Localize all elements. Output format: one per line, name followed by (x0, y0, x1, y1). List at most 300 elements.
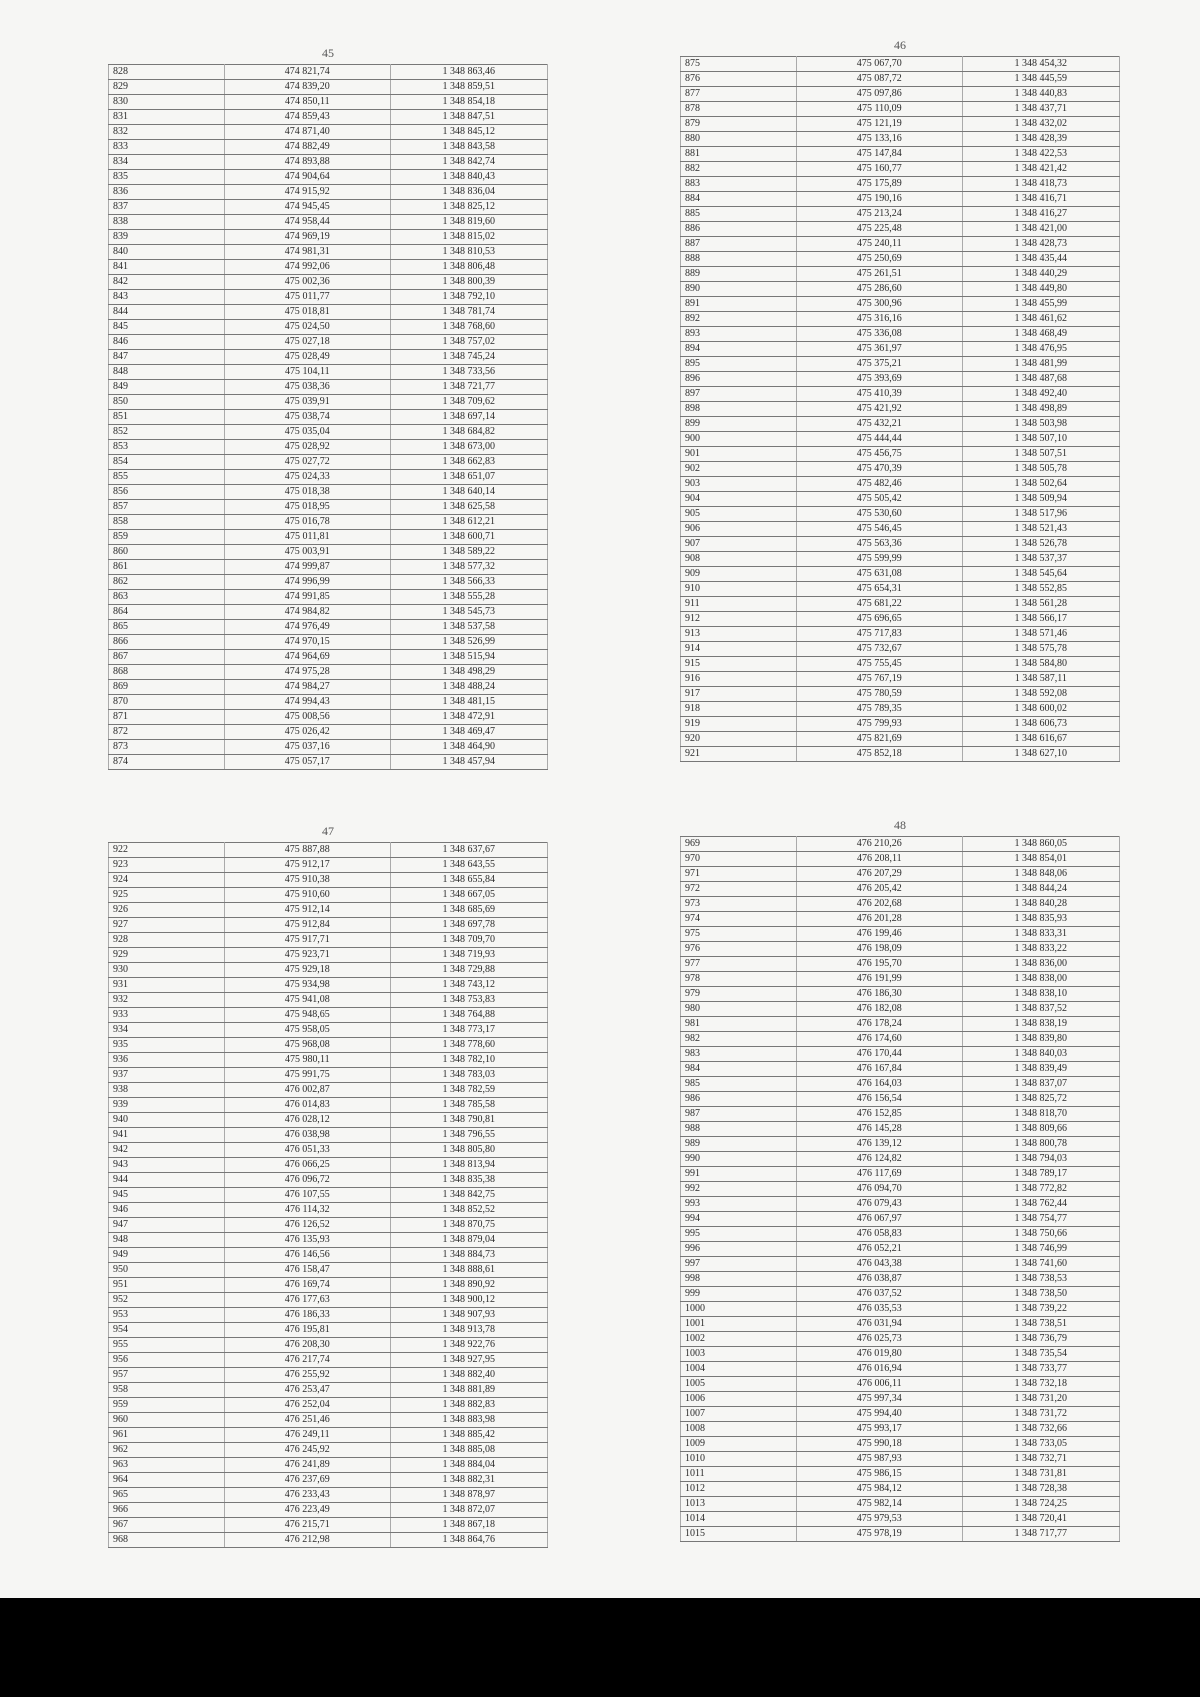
point-number: 997 (681, 1257, 797, 1272)
table-row (681, 297, 1120, 312)
x-coordinate: 476 037,52 (796, 1287, 962, 1302)
point-number: 842 (109, 275, 225, 290)
y-coordinate: 1 348 673,00 (390, 440, 547, 455)
x-coordinate: 475 910,60 (224, 888, 390, 903)
table-row (681, 1152, 1120, 1167)
y-coordinate: 1 348 750,66 (962, 1227, 1119, 1242)
y-coordinate: 1 348 515,94 (390, 650, 547, 665)
point-number: 933 (109, 1008, 225, 1023)
y-coordinate: 1 348 809,66 (962, 1122, 1119, 1137)
y-coordinate: 1 348 509,94 (962, 492, 1119, 507)
x-coordinate: 475 978,19 (796, 1527, 962, 1542)
point-number: 879 (681, 117, 797, 132)
table-row (109, 230, 548, 245)
y-coordinate: 1 348 552,85 (962, 582, 1119, 597)
y-coordinate: 1 348 847,51 (390, 110, 547, 125)
x-coordinate: 474 999,87 (224, 560, 390, 575)
table-row (109, 635, 548, 650)
y-coordinate: 1 348 852,52 (390, 1203, 547, 1218)
x-coordinate: 476 252,04 (224, 1398, 390, 1413)
point-number: 877 (681, 87, 797, 102)
table-row (681, 237, 1120, 252)
y-coordinate: 1 348 566,17 (962, 612, 1119, 627)
y-coordinate: 1 348 825,72 (962, 1092, 1119, 1107)
y-coordinate: 1 348 502,64 (962, 477, 1119, 492)
point-number: 880 (681, 132, 797, 147)
point-number: 1014 (681, 1512, 797, 1527)
y-coordinate: 1 348 421,42 (962, 162, 1119, 177)
coordinates-table (680, 836, 1120, 1542)
point-number: 900 (681, 432, 797, 447)
point-number: 1012 (681, 1482, 797, 1497)
point-number: 944 (109, 1173, 225, 1188)
y-coordinate: 1 348 888,61 (390, 1263, 547, 1278)
point-number: 899 (681, 417, 797, 432)
x-coordinate: 474 970,15 (224, 635, 390, 650)
table-row (681, 252, 1120, 267)
y-coordinate: 1 348 507,51 (962, 447, 1119, 462)
table-row (109, 1413, 548, 1428)
x-coordinate: 474 859,43 (224, 110, 390, 125)
y-coordinate: 1 348 813,94 (390, 1158, 547, 1173)
y-coordinate: 1 348 839,80 (962, 1032, 1119, 1047)
x-coordinate: 475 026,42 (224, 725, 390, 740)
y-coordinate: 1 348 455,99 (962, 297, 1119, 312)
point-number: 843 (109, 290, 225, 305)
x-coordinate: 476 096,72 (224, 1173, 390, 1188)
x-coordinate: 475 097,86 (796, 87, 962, 102)
x-coordinate: 476 215,71 (224, 1518, 390, 1533)
y-coordinate: 1 348 890,92 (390, 1278, 547, 1293)
point-number: 857 (109, 500, 225, 515)
point-number: 1011 (681, 1467, 797, 1482)
x-coordinate: 476 066,25 (224, 1158, 390, 1173)
y-coordinate: 1 348 773,17 (390, 1023, 547, 1038)
y-coordinate: 1 348 746,99 (962, 1242, 1119, 1257)
y-coordinate: 1 348 498,89 (962, 402, 1119, 417)
table-row (109, 1143, 548, 1158)
x-coordinate: 476 043,38 (796, 1257, 962, 1272)
point-number: 984 (681, 1062, 797, 1077)
x-coordinate: 476 208,11 (796, 852, 962, 867)
point-number: 870 (109, 695, 225, 710)
y-coordinate: 1 348 836,00 (962, 957, 1119, 972)
point-number: 910 (681, 582, 797, 597)
point-number: 887 (681, 237, 797, 252)
point-number: 907 (681, 537, 797, 552)
y-coordinate: 1 348 754,77 (962, 1212, 1119, 1227)
table-row (109, 1068, 548, 1083)
y-coordinate: 1 348 709,62 (390, 395, 547, 410)
x-coordinate: 475 035,04 (224, 425, 390, 440)
x-coordinate: 476 028,12 (224, 1113, 390, 1128)
table-row (109, 993, 548, 1008)
x-coordinate: 475 028,92 (224, 440, 390, 455)
y-coordinate: 1 348 600,71 (390, 530, 547, 545)
table-row (109, 740, 548, 755)
table-row (681, 192, 1120, 207)
y-coordinate: 1 348 498,29 (390, 665, 547, 680)
table-row (109, 1173, 548, 1188)
x-coordinate: 476 245,92 (224, 1443, 390, 1458)
y-coordinate: 1 348 561,28 (962, 597, 1119, 612)
table-row (109, 380, 548, 395)
coordinates-table (108, 64, 548, 770)
x-coordinate: 475 008,56 (224, 710, 390, 725)
x-coordinate: 475 923,71 (224, 948, 390, 963)
table-row (681, 552, 1120, 567)
table-row (109, 1083, 548, 1098)
x-coordinate: 475 316,16 (796, 312, 962, 327)
point-number: 890 (681, 282, 797, 297)
y-coordinate: 1 348 432,02 (962, 117, 1119, 132)
y-coordinate: 1 348 838,10 (962, 987, 1119, 1002)
x-coordinate: 474 821,74 (224, 65, 390, 80)
x-coordinate: 475 789,35 (796, 702, 962, 717)
point-number: 975 (681, 927, 797, 942)
y-coordinate: 1 348 818,70 (962, 1107, 1119, 1122)
point-number: 928 (109, 933, 225, 948)
x-coordinate: 475 755,45 (796, 657, 962, 672)
table-row (681, 1227, 1120, 1242)
point-number: 969 (681, 837, 797, 852)
table-row (109, 1503, 548, 1518)
point-number: 940 (109, 1113, 225, 1128)
point-number: 854 (109, 455, 225, 470)
table-row (681, 1332, 1120, 1347)
point-number: 931 (109, 978, 225, 993)
point-number: 937 (109, 1068, 225, 1083)
table-row (681, 132, 1120, 147)
point-number: 862 (109, 575, 225, 590)
table-row (681, 87, 1120, 102)
y-coordinate: 1 348 416,71 (962, 192, 1119, 207)
x-coordinate: 475 250,69 (796, 252, 962, 267)
x-coordinate: 475 175,89 (796, 177, 962, 192)
x-coordinate: 475 087,72 (796, 72, 962, 87)
y-coordinate: 1 348 838,19 (962, 1017, 1119, 1032)
table-row (681, 597, 1120, 612)
x-coordinate: 475 929,18 (224, 963, 390, 978)
x-coordinate: 476 016,94 (796, 1362, 962, 1377)
point-number: 909 (681, 567, 797, 582)
y-coordinate: 1 348 842,75 (390, 1188, 547, 1203)
y-coordinate: 1 348 731,20 (962, 1392, 1119, 1407)
x-coordinate: 476 126,52 (224, 1218, 390, 1233)
x-coordinate: 475 980,11 (224, 1053, 390, 1068)
point-number: 906 (681, 522, 797, 537)
y-coordinate: 1 348 732,18 (962, 1377, 1119, 1392)
point-number: 858 (109, 515, 225, 530)
y-coordinate: 1 348 810,53 (390, 245, 547, 260)
table-row (681, 492, 1120, 507)
x-coordinate: 476 038,87 (796, 1272, 962, 1287)
y-coordinate: 1 348 922,76 (390, 1338, 547, 1353)
table-row (681, 927, 1120, 942)
x-coordinate: 476 186,30 (796, 987, 962, 1002)
x-coordinate: 475 286,60 (796, 282, 962, 297)
table-row (681, 642, 1120, 657)
table-row (681, 732, 1120, 747)
table-row (109, 500, 548, 515)
y-coordinate: 1 348 860,05 (962, 837, 1119, 852)
table-row (109, 1458, 548, 1473)
x-coordinate: 476 249,11 (224, 1428, 390, 1443)
y-coordinate: 1 348 805,80 (390, 1143, 547, 1158)
table-row (681, 1077, 1120, 1092)
table-row (109, 590, 548, 605)
x-coordinate: 474 964,69 (224, 650, 390, 665)
table-row (681, 1257, 1120, 1272)
point-number: 840 (109, 245, 225, 260)
x-coordinate: 476 237,69 (224, 1473, 390, 1488)
point-number: 848 (109, 365, 225, 380)
table-row (109, 155, 548, 170)
y-coordinate: 1 348 643,55 (390, 858, 547, 873)
table-row (681, 1032, 1120, 1047)
x-coordinate: 474 994,43 (224, 695, 390, 710)
x-coordinate: 474 975,28 (224, 665, 390, 680)
table-row (109, 1023, 548, 1038)
point-number: 998 (681, 1272, 797, 1287)
x-coordinate: 476 156,54 (796, 1092, 962, 1107)
table-row (681, 267, 1120, 282)
point-number: 836 (109, 185, 225, 200)
point-number: 873 (109, 740, 225, 755)
x-coordinate: 475 482,46 (796, 477, 962, 492)
point-number: 860 (109, 545, 225, 560)
y-coordinate: 1 348 719,93 (390, 948, 547, 963)
point-number: 914 (681, 642, 797, 657)
point-number: 841 (109, 260, 225, 275)
point-number: 871 (109, 710, 225, 725)
x-coordinate: 476 233,43 (224, 1488, 390, 1503)
point-number: 894 (681, 342, 797, 357)
table-row (109, 1248, 548, 1263)
x-coordinate: 475 016,78 (224, 515, 390, 530)
point-number: 834 (109, 155, 225, 170)
table-row (681, 1212, 1120, 1227)
x-coordinate: 475 039,91 (224, 395, 390, 410)
point-number: 922 (109, 843, 225, 858)
point-number: 885 (681, 207, 797, 222)
point-number: 955 (109, 1338, 225, 1353)
point-number: 921 (681, 747, 797, 762)
table-row (109, 185, 548, 200)
x-coordinate: 474 893,88 (224, 155, 390, 170)
y-coordinate: 1 348 840,43 (390, 170, 547, 185)
point-number: 1000 (681, 1302, 797, 1317)
point-number: 850 (109, 395, 225, 410)
y-coordinate: 1 348 848,06 (962, 867, 1119, 882)
y-coordinate: 1 348 845,12 (390, 125, 547, 140)
y-coordinate: 1 348 537,58 (390, 620, 547, 635)
table-row (681, 912, 1120, 927)
point-number: 1003 (681, 1347, 797, 1362)
x-coordinate: 475 300,96 (796, 297, 962, 312)
table-row (681, 1407, 1120, 1422)
point-number: 901 (681, 447, 797, 462)
y-coordinate: 1 348 545,73 (390, 605, 547, 620)
table-row (681, 342, 1120, 357)
point-number: 912 (681, 612, 797, 627)
table-row (681, 207, 1120, 222)
x-coordinate: 476 178,24 (796, 1017, 962, 1032)
point-number: 889 (681, 267, 797, 282)
table-row (109, 650, 548, 665)
x-coordinate: 475 912,84 (224, 918, 390, 933)
y-coordinate: 1 348 781,74 (390, 305, 547, 320)
table-row (109, 1038, 548, 1053)
point-number: 913 (681, 627, 797, 642)
x-coordinate: 474 839,20 (224, 80, 390, 95)
table-row (109, 1278, 548, 1293)
x-coordinate: 475 038,36 (224, 380, 390, 395)
x-coordinate: 475 067,70 (796, 57, 962, 72)
y-coordinate: 1 348 783,03 (390, 1068, 547, 1083)
x-coordinate: 475 038,74 (224, 410, 390, 425)
point-number: 988 (681, 1122, 797, 1137)
point-number: 1013 (681, 1497, 797, 1512)
point-number: 951 (109, 1278, 225, 1293)
point-number: 884 (681, 192, 797, 207)
table-row (681, 1167, 1120, 1182)
x-coordinate: 476 006,11 (796, 1377, 962, 1392)
x-coordinate: 476 019,80 (796, 1347, 962, 1362)
point-number: 868 (109, 665, 225, 680)
y-coordinate: 1 348 854,18 (390, 95, 547, 110)
x-coordinate: 475 018,95 (224, 500, 390, 515)
table-row (681, 1062, 1120, 1077)
point-number: 895 (681, 357, 797, 372)
y-coordinate: 1 348 733,05 (962, 1437, 1119, 1452)
x-coordinate: 474 976,49 (224, 620, 390, 635)
y-coordinate: 1 348 440,29 (962, 267, 1119, 282)
point-number: 958 (109, 1383, 225, 1398)
point-number: 904 (681, 492, 797, 507)
table-row (681, 582, 1120, 597)
table-row (681, 957, 1120, 972)
x-coordinate: 475 261,51 (796, 267, 962, 282)
table-row (109, 1293, 548, 1308)
table-row (109, 1008, 548, 1023)
table-row (109, 200, 548, 215)
table-row (681, 1047, 1120, 1062)
table-row (109, 80, 548, 95)
point-number: 948 (109, 1233, 225, 1248)
y-coordinate: 1 348 577,32 (390, 560, 547, 575)
x-coordinate: 476 177,63 (224, 1293, 390, 1308)
y-coordinate: 1 348 854,01 (962, 852, 1119, 867)
x-coordinate: 476 067,97 (796, 1212, 962, 1227)
x-coordinate: 476 255,92 (224, 1368, 390, 1383)
point-number: 1001 (681, 1317, 797, 1332)
point-number: 844 (109, 305, 225, 320)
x-coordinate: 476 182,08 (796, 1002, 962, 1017)
x-coordinate: 476 169,74 (224, 1278, 390, 1293)
y-coordinate: 1 348 884,73 (390, 1248, 547, 1263)
x-coordinate: 475 681,22 (796, 597, 962, 612)
table-row (681, 1002, 1120, 1017)
y-coordinate: 1 348 738,50 (962, 1287, 1119, 1302)
coordinates-table (680, 56, 1120, 762)
table-row (681, 942, 1120, 957)
table-row (109, 903, 548, 918)
table-row (681, 1302, 1120, 1317)
table-row (681, 417, 1120, 432)
y-coordinate: 1 348 449,80 (962, 282, 1119, 297)
table-row (681, 972, 1120, 987)
x-coordinate: 476 135,93 (224, 1233, 390, 1248)
point-number: 981 (681, 1017, 797, 1032)
x-coordinate: 476 031,94 (796, 1317, 962, 1332)
y-coordinate: 1 348 575,78 (962, 642, 1119, 657)
table-row (109, 1308, 548, 1323)
x-coordinate: 476 205,42 (796, 882, 962, 897)
x-coordinate: 475 225,48 (796, 222, 962, 237)
y-coordinate: 1 348 836,04 (390, 185, 547, 200)
table-row (681, 522, 1120, 537)
x-coordinate: 475 780,59 (796, 687, 962, 702)
y-coordinate: 1 348 640,14 (390, 485, 547, 500)
y-coordinate: 1 348 503,98 (962, 417, 1119, 432)
y-coordinate: 1 348 437,71 (962, 102, 1119, 117)
y-coordinate: 1 348 782,59 (390, 1083, 547, 1098)
point-number: 883 (681, 177, 797, 192)
point-number: 908 (681, 552, 797, 567)
point-number: 990 (681, 1152, 797, 1167)
y-coordinate: 1 348 606,73 (962, 717, 1119, 732)
x-coordinate: 475 024,33 (224, 470, 390, 485)
table-row (681, 312, 1120, 327)
point-number: 863 (109, 590, 225, 605)
x-coordinate: 475 821,69 (796, 732, 962, 747)
point-number: 983 (681, 1047, 797, 1062)
x-coordinate: 476 079,43 (796, 1197, 962, 1212)
table-row (109, 1203, 548, 1218)
x-coordinate: 475 104,11 (224, 365, 390, 380)
x-coordinate: 475 375,21 (796, 357, 962, 372)
x-coordinate: 474 915,92 (224, 185, 390, 200)
table-row (109, 410, 548, 425)
y-coordinate: 1 348 733,56 (390, 365, 547, 380)
point-number: 932 (109, 993, 225, 1008)
y-coordinate: 1 348 806,48 (390, 260, 547, 275)
table-row (109, 695, 548, 710)
y-coordinate: 1 348 764,88 (390, 1008, 547, 1023)
point-number: 831 (109, 110, 225, 125)
y-coordinate: 1 348 684,82 (390, 425, 547, 440)
y-coordinate: 1 348 882,40 (390, 1368, 547, 1383)
point-number: 992 (681, 1182, 797, 1197)
point-number: 893 (681, 327, 797, 342)
table-row (681, 387, 1120, 402)
table-row (681, 1137, 1120, 1152)
y-coordinate: 1 348 697,78 (390, 918, 547, 933)
y-coordinate: 1 348 842,74 (390, 155, 547, 170)
point-number: 855 (109, 470, 225, 485)
table-row (109, 1383, 548, 1398)
point-number: 905 (681, 507, 797, 522)
table-row (681, 1377, 1120, 1392)
point-number: 867 (109, 650, 225, 665)
x-coordinate: 475 948,65 (224, 1008, 390, 1023)
point-number: 918 (681, 702, 797, 717)
table-row (109, 365, 548, 380)
point-number: 957 (109, 1368, 225, 1383)
y-coordinate: 1 348 733,77 (962, 1362, 1119, 1377)
point-number: 846 (109, 335, 225, 350)
